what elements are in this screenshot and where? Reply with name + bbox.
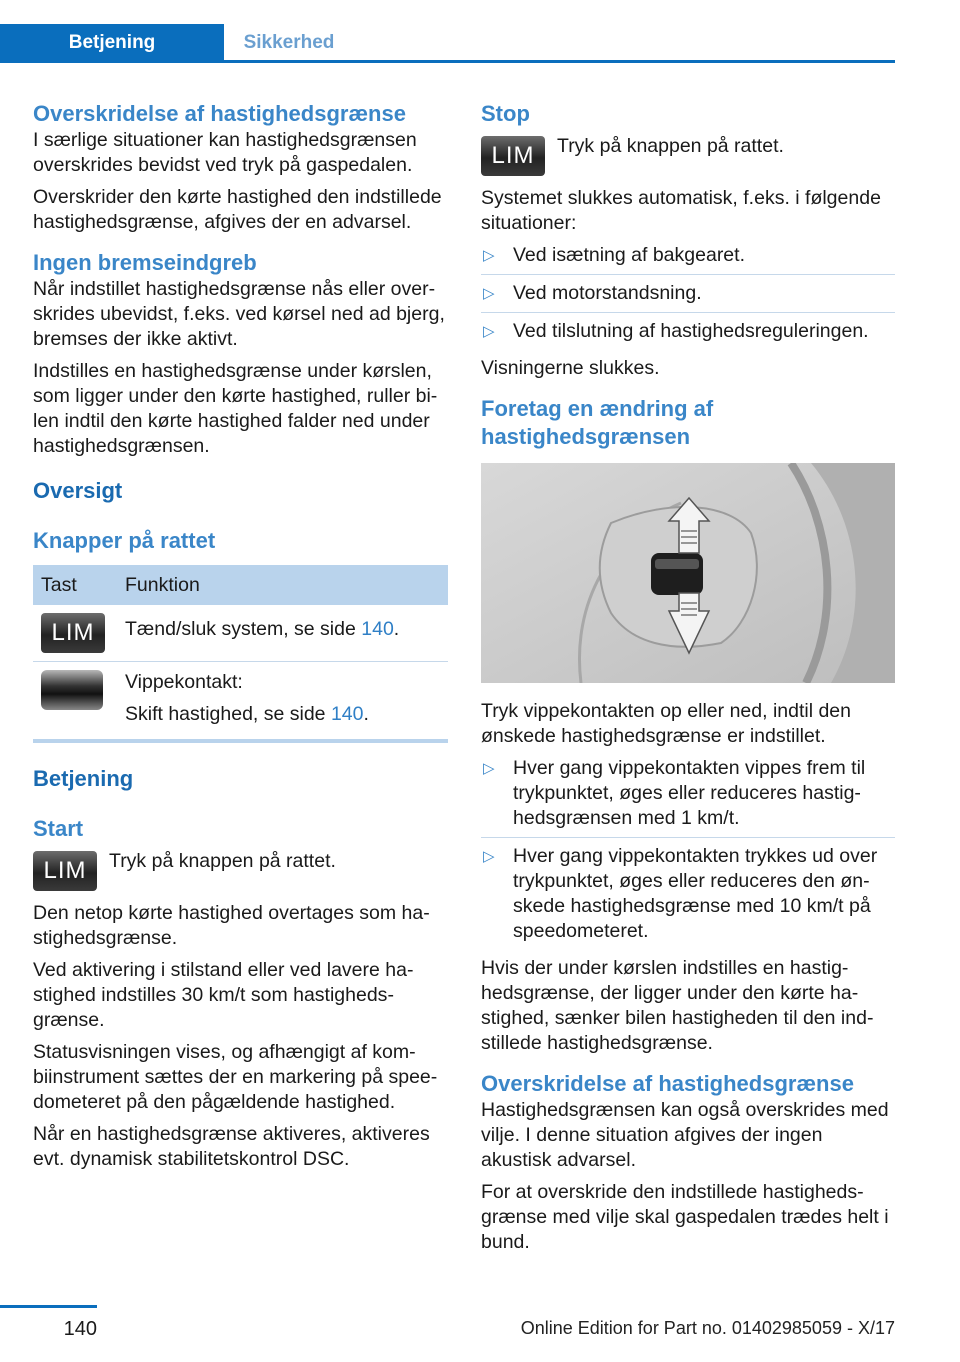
paragraph: Visningerne slukkes.	[481, 357, 660, 379]
steering-wheel-photo	[481, 463, 895, 683]
paragraph: Overskrider den kørte hastighed den indstillede hastighedsgrænse, afgives der en advarsel.	[33, 186, 442, 233]
lim-button-icon: LIM	[33, 851, 97, 891]
heading-foretag-aendring: Foretag en ændring af hastighedsgrænsen	[481, 396, 714, 449]
table-row	[33, 662, 448, 742]
paragraph: For at overskride den indstillede hastighedsgrænse med vilje skal gaspedalen trædes helt i bund.	[481, 1181, 889, 1253]
stop-instruction	[481, 134, 895, 176]
bullet-list	[481, 243, 895, 350]
paragraph: Hastighedsgrænsen kan også overskrides med vilje. I denne situation afgives der ingen akustisk advarsel.	[481, 1099, 889, 1171]
paragraph: Indstilles en hastighedsgrænse under kørslen, som ligger under den kørte hastighed, ruller bilen indtil den kørte hastighed falder ned under hastighedsgrænsen.	[33, 360, 438, 457]
paragraph: Tryk vippekontakten op eller ned, indtil den ønskede hastighedsgrænse er indstillet.	[481, 700, 851, 747]
paragraph: Den netop kørte hastighed overtages som hastighedsgrænse.	[33, 902, 430, 949]
table-header-tast: Tast	[33, 565, 117, 605]
header-tabs	[0, 24, 895, 62]
bullet-list	[481, 756, 895, 950]
heading-overskridelse-right: Overskridelse af hastighedsgrænse	[481, 1071, 854, 1096]
punctuation: .	[363, 703, 369, 725]
list-item: ▷ Hver gang vippekontakten trykkes ud over trykpunktet, øges eller reduceres den ønskede hastighedsgrænse med 10 km/t på speedometeret.	[483, 845, 878, 942]
heading-betjening: Betjening	[33, 766, 134, 791]
page-link[interactable]: 140	[361, 618, 394, 640]
cell-text: Vippekontakt:	[125, 671, 243, 693]
paragraph: I særlige situationer kan hastighedsgrænsen overskrides bevidst ved tryk på gaspedalen.	[33, 129, 417, 176]
instruction-text: Tryk på knappen på rattet.	[557, 135, 784, 157]
header-divider	[0, 60, 895, 63]
page-number: 140	[0, 1305, 97, 1341]
page-link[interactable]: 140	[330, 703, 364, 725]
rocker-switch-icon	[41, 670, 103, 710]
start-instruction	[33, 849, 448, 891]
triangle-bullet-icon: ▷	[483, 848, 495, 865]
triangle-bullet-icon: ▷	[483, 285, 495, 302]
lim-button-icon: LIM	[481, 136, 545, 176]
heading-start: Start	[33, 816, 84, 841]
cell-text: Skift hastighed, se side	[125, 703, 331, 725]
paragraph: Ved aktivering i stilstand eller ved lavere hastighed indstilles 30 km/t som hastighedsgrænse.	[33, 959, 414, 1031]
heading-ingen-bremseindgreb: Ingen bremseindgreb	[33, 250, 257, 275]
triangle-bullet-icon: ▷	[483, 247, 495, 264]
right-column	[481, 100, 895, 1262]
table-row	[33, 605, 448, 662]
heading-oversigt: Oversigt	[33, 478, 123, 503]
cell-text: Tænd/sluk system, se side	[125, 618, 362, 640]
tab-sikkerhed[interactable]: Sikkerhed	[243, 32, 335, 53]
list-item: ▷ Ved motorstandsning.	[481, 281, 895, 313]
triangle-bullet-icon: ▷	[483, 760, 495, 777]
list-item: ▷ Ved tilslutning af hastighedsreguleringen.	[483, 320, 869, 342]
table-header-funktion: Funktion	[117, 565, 448, 605]
heading-overskridelse: Overskridelse af hastighedsgrænse	[33, 101, 406, 126]
paragraph: Når en hastighedsgrænse aktiveres, aktiveres evt. dynamisk stabilitetskontrol DSC.	[33, 1123, 430, 1170]
triangle-bullet-icon: ▷	[483, 323, 495, 340]
paragraph: Statusvisningen vises, og afhængigt af kombiinstrument sættes der en markering på speedometeret på den pågældende hastighed.	[33, 1041, 438, 1113]
lim-button-icon: LIM	[41, 613, 105, 653]
heading-stop: Stop	[481, 101, 530, 126]
paragraph: Når indstillet hastighedsgrænse nås eller overskrides ubevidst, f.eks. ved kørsel ned ad bjerg, bremses der ikke aktivt.	[33, 278, 445, 350]
list-item: ▷ Ved isætning af bakgearet.	[481, 243, 895, 275]
punctuation: .	[393, 618, 400, 640]
paragraph: Hvis der under kørslen indstilles en hastighedsgrænse, der ligger under den kørte hastighed, sænker bilen hastigheden til den indstillede hastighedsgrænse.	[481, 957, 874, 1054]
instruction-text: Tryk på knappen på rattet.	[109, 850, 336, 872]
left-column	[33, 100, 448, 1179]
footer-edition: Online Edition for Part no. 01402985059 - X/17	[520, 1318, 895, 1338]
paragraph: Systemet slukkes automatisk, f.eks. i følgende situationer:	[481, 187, 881, 234]
tab-betjening[interactable]: Betjening	[0, 24, 224, 62]
heading-knapper: Knapper på rattet	[33, 528, 216, 553]
list-item: ▷ Hver gang vippekontakten vippes frem til trykpunktet, øges eller reduceres hastighedsgrænsen med 1 km/t.	[481, 756, 895, 838]
button-table	[33, 565, 448, 743]
